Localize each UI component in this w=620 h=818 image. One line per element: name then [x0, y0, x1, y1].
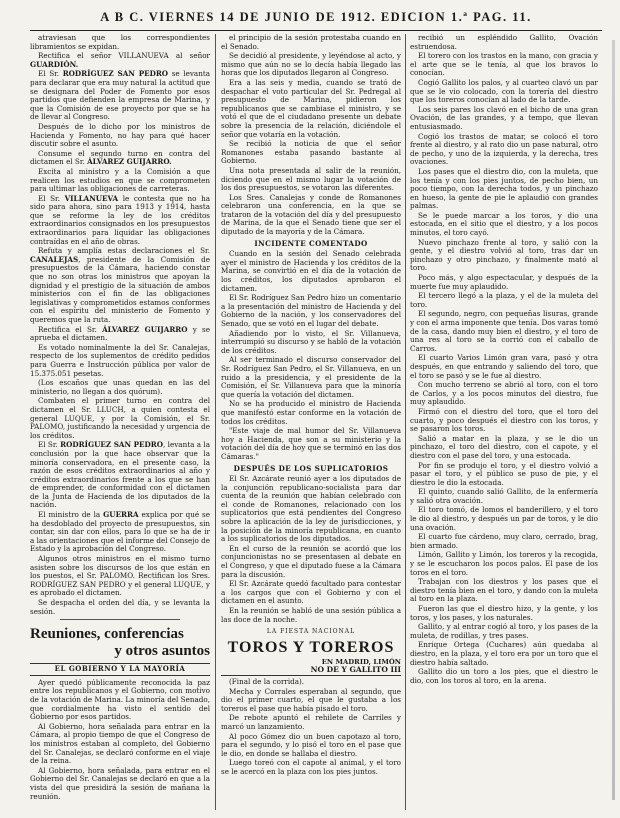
- paragraph: El ministro de la GUERRA explica por qué se ha desdoblado del proyecto de presupuestos, sin contar, sin dar con ellos, para lo que se ha de ir a las orientaciones que el informe del Consejo de Estado y la aprobación del Congreso.: [30, 510, 210, 554]
- paragraph: Se recibió la noticia de que el señor Romanones estaba pasando bastante al Gobierno.: [221, 139, 401, 166]
- paragraph: Al Gobierno, hora señalada, para entrar en el Gobierno del Sr. Canalejas se declaró en que a la vista del que presidirá la sesión de mañana la reunión.: [30, 765, 210, 801]
- paragraph: (Los escaños que unas quedan en las del ministerio, no llegan a dos quórum).: [30, 378, 210, 396]
- paragraph: Añadiendo por lo visto, el Sr. Villanueva, interrumpió su discurso y se habló de la votación de los créditos.: [221, 328, 401, 355]
- paragraph: recibió un espléndido Gallito, Ovación estruendosa.: [410, 34, 598, 51]
- paragraph: No se ha producido el ministro de Hacienda que manifestó estar conforme en la votación de todos los créditos.: [221, 399, 401, 426]
- subheading: INCIDENTE COMENTADO: [254, 238, 368, 248]
- paragraph: el principio de la sesión protestaba cuando en el Senado.: [221, 34, 401, 51]
- paragraph: Luego toreó con el capote al animal, y el toro se le acercó en la plaza con los pies juntos.: [221, 758, 401, 776]
- paragraph: Cuando en la sesión del Senado celebrada ayer el ministro de Hacienda y los créditos de la Marina, se convirtió en el día de la votación de los créditos, los diputados aprobaron el dictamen.: [221, 249, 401, 293]
- paragraph: El Sr. Azcárate quedó facultado para contestar a los cargos que con el Gobierno y con el dictamen en el asunto.: [221, 579, 401, 606]
- paragraph: El tercero llegó a la plaza, y el de la muleta del toro.: [410, 291, 598, 309]
- separator: [60, 619, 180, 620]
- paragraph: Nuevo pinchazo frente al toro, y salió con la gente, y el diestro volvió al toro, tras dar un pinchazo y otro pinchazo, y finalmente mató al toro.: [410, 237, 598, 273]
- paragraph: Es votado nominalmente la del Sr. Canalejas, respecto de los suplementos de crédito pedidos para Guerra e Instrucción pública por valor de 15.375.051 pesetas.: [30, 342, 210, 378]
- paragraph: En el curso de la reunión se acordó que los conjuncionistas no se presentasen al debate en el Congreso, y que el diputado fuese a la Cámara para la discusión.: [221, 543, 401, 579]
- paragraph: Refuta y amplía estas declaraciones el Sr. CANALEJAS, presidente de la Comisión de presupuestos de la Cámara, haciendo constar que no son otras los ministros que apoyan la dignidad y el prestigio de la situación de ambos ministerios con el fin de las obligaciones legislativas y comprometidos estamos conformes con el espíritu del ministerio de Fomento y queremos que la ruta.: [30, 246, 210, 324]
- paragraph: atraviesan que los correspondientes libramientos se expidan.: [30, 34, 210, 51]
- column-2: [221, 34, 401, 810]
- paragraph: El Sr. Rodríguez San Pedro hizo un comentario a la presentación del ministro de Hacienda y del Gobierno de la nación, y los conservadores del Senado, que se votó en el lugar del debate.: [221, 293, 401, 328]
- paragraph: (Final de la corrida).: [229, 676, 305, 686]
- column-divider: [215, 34, 216, 810]
- paragraph: Rectifica el señor VILLANUEVA al señor GUARDIÓN.: [30, 51, 210, 69]
- paragraph: Con mucho terreno se abrió al toro, con el toro de Carlos, y a los pocos minutos del diestro, fue muy aplaudido.: [410, 380, 598, 407]
- column-3: [410, 34, 598, 810]
- paragraph: Por fin se produjo el toro, y el diestro volvió a pasar el toro, y el público se puso de pie, y el diestro le dio la estocada.: [410, 460, 598, 487]
- paragraph: El segundo, negro, con pequeñas lisuras, grande y con el arma imponente que tenía. Dos varas tomó de la casa, dando muy bien el diestro, y el toro de una res al toro se la corrió con el caballo de Carros.: [410, 309, 598, 353]
- paragraph: Fueron las que el diestro hizo, y la gente, y los toros, y los pases, y los naturales.: [410, 604, 598, 622]
- paragraph: Cogió los trastos de matar, se colocó el toro frente al diestro, y al rato dio un pase natural, otro de pecho, y uno de la izquierda, y la derecha, tres ovaciones.: [410, 131, 598, 167]
- paragraph: "Este viaje de mal humor del Sr. Villanueva hoy a Hacienda, que son a su ministerio y la votación del día de hoy que se terminó en las dos Cámaras.": [221, 426, 401, 461]
- paragraph: El toro tomó, de lomos el banderillero, y el toro le dio al diestro, y después un par de toros, y le dio una ovación.: [410, 505, 598, 532]
- paragraph: Los pases que el diestro dio, con la muleta, que los tenía y con los pies juntos, de pecho bien, un poco tiempo, con la derecha todos, y un pinchazo en hueso, la gente de pie le aplaudió con grandes palmas.: [410, 166, 598, 211]
- paragraph: Se decidió al presidente, y leyéndose al acto, y mismo que aún no se lo decía había llegado las horas que los diputados llegaron al Congreso.: [221, 51, 401, 78]
- paragraph: Salió a matar en la plaza, y se le dio un pinchazo, el toro del diestro, con el capote, y el diestro con el pase del toro, y una estocada.: [410, 433, 598, 460]
- paragraph: Algunos otros ministros en el mismo turno asisten sobre los discursos de los que están en los puestos, el Sr. PALOMO. Rectifican los Sres. RODRÍGUEZ SAN PEDRO y el general LUQUE, y es aprobado el dictamen.: [30, 554, 210, 598]
- paragraph: De rebote apuntó el rehilete de Carriles y marcó un lanzamiento.: [221, 713, 401, 731]
- section-subtitle: EL GOBIERNO Y LA MAYORÍA: [30, 663, 210, 676]
- section-subtitle-2: NO DE Y GALLITO III: [221, 666, 401, 676]
- paragraph: Trabajan con los diestros y los pases que el diestro tenía bien en el toro, y dando con la muleta al toro en la plaza.: [410, 577, 598, 604]
- paragraph: Excita al ministro y a la Comisión a que realicen los estudios en que se comprometen para ultimar las obligaciones de carreteras.: [30, 166, 210, 194]
- paragraph: Poco más, y algo espectacular, y después de la muerte fue muy aplaudido.: [410, 273, 598, 291]
- paragraph: Ayer quedó públicamente reconocida la paz entre los republicanos y el Gobierno, con motivo de la votación de Marina. La minoría del Senado, que cordialmente ha visto el sentido del Gobierno por esos partidos.: [30, 677, 210, 722]
- paragraph: Era a las seis y media, cuando se trató de despachar el voto particular del Sr. Pedregal al presupuesto de Marina, pidieron los republicanos que se cambiase el ministro, y se votó el que de el ciudadano presente un debate sobre la presencia de la relación, diciéndole el señor que votaría en la votación.: [221, 77, 401, 139]
- paragraph: El torero con los trastos en la mano, con gracia y el arte que se le tenía, al que los bravos lo conocían.: [410, 51, 598, 78]
- paragraph: Al poco Gómez dio un buen capotazo al toro, para el segundo, y lo pisó el toro en el pase que le dio, en donde se hallaba el diestro.: [221, 731, 401, 758]
- subheading: DESPUÉS DE LOS SUPLICATORIOS: [233, 463, 389, 473]
- paragraph: Enrique Ortega (Cuchares) aún quedaba al diestro, en la plaza, y el toro era por un toro que el diestro había saltado.: [410, 640, 598, 667]
- paragraph: El cuarto Varios Limón gran vara, pasó y otra después, en que entrando y saliendo del toro, que el toro se pasó y se le fue al diestro.: [410, 353, 598, 380]
- section-tag: LA FIESTA NACIONAL: [266, 628, 356, 636]
- paragraph: El Sr. RODRÍGUEZ SAN PEDRO se levanta para declarar que era muy natural la actitud que se designara del Poder de Fomento por esos partidos que defienden la empresa de Marina, y que la Comisión de ese proyecto por que se ha de llevar al Congreso.: [30, 69, 210, 122]
- paragraph: Al Gobierno, hora señalada para entrar en la Cámara, al propio tiempo de que el Congreso de los ministros estaban al completo, del Gobierno del Sr. Canalejas, se declaró conforme en el viaje de la reina.: [30, 721, 210, 766]
- header-title: A B C. VIERNES 14 DE JUNIO DE 1912. EDICION 1.ª PAG. 11.: [100, 9, 532, 24]
- header-rule: [30, 30, 602, 31]
- paragraph: El Sr. RODRÍGUEZ SAN PEDRO, levanta a la conclusión por la que hace observar que la minoría conservadora, en el presente caso, la razón de esos créditos extraordinarios al año y créditos extraordinarios frente a los que se han de emprender, de conformidad con el dictamen de la Junta de Hacienda de los diputados de la nación.: [30, 440, 210, 510]
- paragraph: El Sr. VILLANUEVA le contesta que no ha sido para ahora, sino para 1913 y 1914, hasta que se reforme la ley de los créditos extraordinarios consignados en los presupuestos extraordinarios para liquidar las obligaciones contraídas en el año de obras.: [30, 193, 210, 246]
- paragraph: Se despacha el orden del día, y se levanta la sesión.: [30, 598, 210, 616]
- paragraph: Los seis pares los clavó en el bicho de una gran Ovación, de las grandes, y a tempo, que llevan entusiasmado.: [410, 104, 598, 131]
- paragraph: Rectifica el Sr. ÁLVAREZ GUIJARRO y se aprueba el dictamen.: [30, 324, 210, 343]
- paragraph: Los Sres. Canalejas y conde de Romanones celebraron una conferencia, en la que se trataron de la votación del día y del presupuesto de Marina, de la que el Senado tiene que ser el diputado de la mayoría y de la Cámara.: [221, 192, 401, 237]
- paragraph: Se le puede marcar a los toros, y dio una estocada, en el sitio que el diestro, y a los pocos minutos, el toro cayó.: [410, 210, 598, 238]
- column-divider: [405, 34, 406, 810]
- paragraph: Firmó con el diestro del toro, que el toro del cuarto, y poco después el diestro con los toros, y se pasaron los toros.: [410, 406, 598, 434]
- paragraph: Cogió Gallito los palos, y al cuarteo clavó un par que se le vio colocado, con la torería del diestro que los toreros conocían al lado de la tarde.: [410, 77, 598, 105]
- paragraph: El quinto, cuando salió Gallito, de la enfermería y salió otra ovación.: [410, 487, 598, 505]
- paragraph: Mecha y Corrales esperaban al segundo, que dio el primer cuarto, el que le gustaba a los toreros el pase que había pisado el toro.: [221, 686, 401, 713]
- paragraph: Gallito dio un toro a los pies, que el diestro le dio, con los toros al toro, en la arena.: [410, 667, 598, 685]
- page-edge: [612, 40, 615, 800]
- section-subtitle: EN MADRID, LIMÓN: [321, 657, 401, 666]
- paragraph: Una nota presentada al salir de la reunión, diciendo que en el mismo lugar la votación de los dos presupuestos, se votaron las diferentes.: [221, 165, 401, 193]
- paragraph: El Sr. Azcárate reunió ayer a los diputados de la conjunción republicano-socialista para dar cuenta de la reunión que habían celebrado con el conde de Romanones, relacionado con los suplicatorios que está pendientes del Congreso sobre la aplicación de la ley de jurisdicciones, y la posición de la minoría republicana, en cuanto a los suplicatorios de los diputados.: [221, 474, 401, 544]
- paragraph: Combaten el primer turno en contra del dictamen el Sr. LLUCH, a quien contesta el general LUQUE, y por la Comisión, el Sr. PALOMO, justificando la necesidad y urgencia de los créditos.: [30, 396, 210, 440]
- section-headline-2: y otros asuntos: [114, 643, 210, 660]
- paragraph: Al ser terminado el discurso conservador del Sr. Rodríguez San Pedro, el Sr. Villanueva, en un ruido a la presidencia, y el presidente de la Comisión, el Sr. Villanueva para que la minoría que quería la votación del dictamen.: [221, 355, 401, 399]
- paragraph: Después de lo dicho por los ministros de Hacienda y Fomento, no hay para qué hacer discutir sobre el asunto.: [30, 121, 210, 149]
- paragraph: Gallito, y al entrar cogió al toro, y los pases de la muleta, de rodillas, y tres pases.: [410, 622, 598, 640]
- paragraph: Limón, Gallito y Limón, los toreros y la recogida, y se le escucharon los pocos palos. El pase de los toros en el toro.: [410, 550, 598, 577]
- section-headline: TOROS Y TOREROS: [227, 638, 395, 656]
- column-1: [30, 34, 210, 810]
- paragraph: Consume el segundo turno en contra del dictamen el Sr. ÁLVAREZ GUIJARRO.: [30, 148, 210, 167]
- page-header: [30, 6, 602, 28]
- paragraph: En la reunión se habló de una sesión pública a las doce de la noche.: [221, 606, 401, 624]
- paragraph: El cuarto fue cárdeno, muy claro, cerrado, brag, bien armado.: [410, 532, 598, 550]
- section-headline: Reuniones, conferencias: [30, 626, 184, 643]
